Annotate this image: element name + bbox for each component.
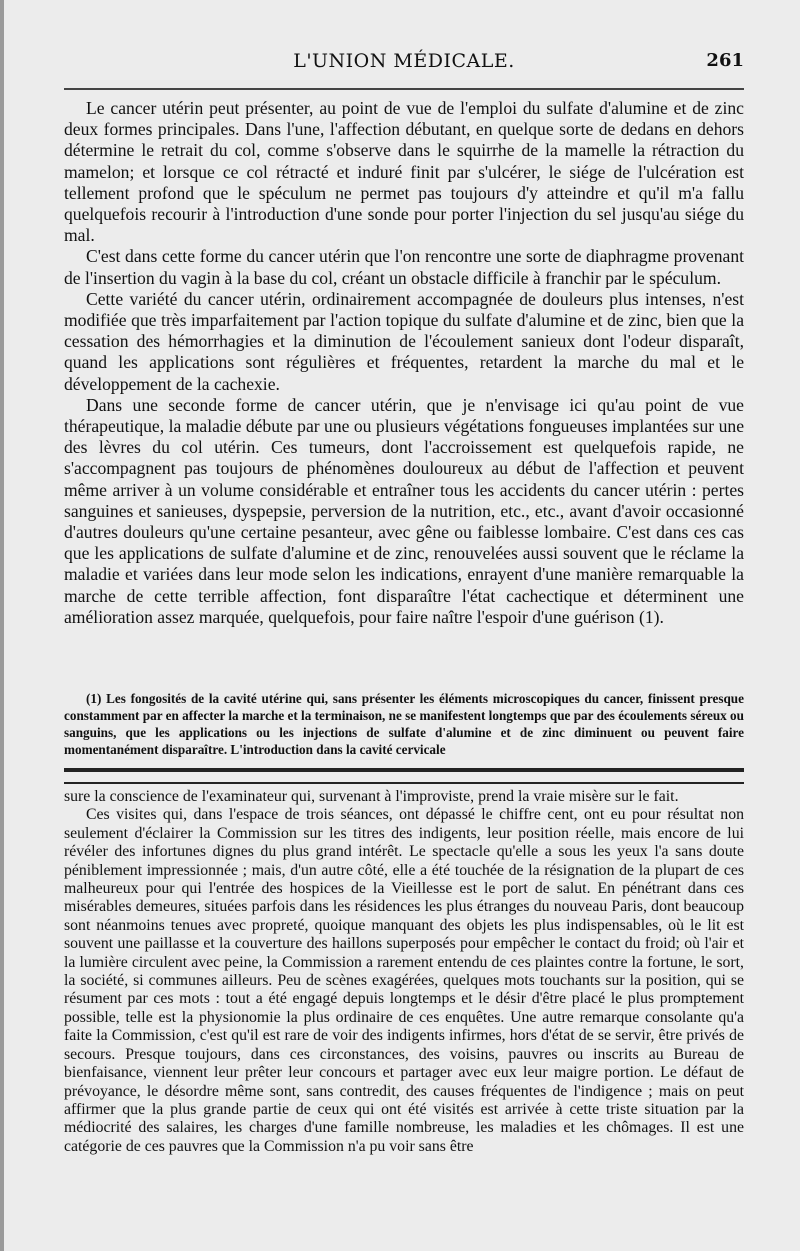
section-divider xyxy=(64,768,744,784)
main-article xyxy=(64,98,744,628)
paragraph: Dans une seconde forme de cancer utérin, que je n'envisage ici qu'au point de vue thérapeutique, la maladie débute par une ou plusieurs végétations fongueuses implantées sur une des lèvres du col utérin. Ces tumeurs, dont l'accroissement est quelquefois rapide, ne s'accompagnent pas toujours de phénomènes douloureux au début de l'affection et peuvent même arriver à un volume considérable et entraîner tous les accidents du cancer utérin : pertes sanguines et sanieuses, dyspepsie, perversion de la nutrition, etc., etc., avant d'avoir occasionné d'autres douleurs qu'une certaine pesanteur, avec gêne ou faiblesse lombaire. C'est dans ces cas que les applications de sulfate d'alumine et de zinc, renouvelées aussi souvent que le réclame la maladie et variées dans leur mode selon les indications, enrayent d'une manière remarquable la marche de cette terrible affection, font disparaître l'état cachectique et déterminent une amélioration assez marquée, quelquefois, pour faire naître l'espoir d'une guérison (1). xyxy=(64,394,744,627)
paragraph: Le cancer utérin peut présenter, au point de vue de l'emploi du sulfate d'alumine et de zinc deux formes principales. Dans l'une, l'affection débutant, en quelque sorte de dedans en dehors détermine le retrait du col, comme s'observe dans le squirrhe de la mamelle la rétraction du mamelon; et lorsque ce col rétracté et induré finit par s'ulcérer, le siége de l'ulcération est tellement profond que le spéculum ne permet pas toujours d'y atteindre et qu'il m'a fallu quelquefois recourir à l'introduction d'une sonde pour porter l'injection du sel jusqu'au siége du mal. xyxy=(64,98,744,246)
page-number: 261 xyxy=(706,50,744,71)
paragraph: Ces visites qui, dans l'espace de trois séances, ont dépassé le chiffre cent, ont eu pour résultat non seulement d'éclairer la Commission sur les titres des indigents, leur position réelle, mais encore de lui révéler des infortunes dignes du plus grand intérêt. Le spectacle qu'elle a sous les yeux l'a sans doute péniblement impressionnée ; mais, d'un autre côté, elle a été touchée de la résignation de la plupart de ces malheureux pour qui l'entrée des hospices de la Vieillesse est le port de salut. En pénétrant dans ces misérables demeures, situées parfois dans les résidences les plus étranges du nouveau Paris, dont beaucoup sont néanmoins tenues avec propreté, quoique manquant des objets les plus indispensables, où le lit est souvent une paillasse et la couverture des haillons superposés pour empêcher le contact du froid; où l'air et la lumière circulent avec peine, la Commission a rarement entendu de ces plaintes contre la fortune, le sort, la société, si communes ailleurs. Peu de scènes exagérées, quelques mots touchants sur la position, qui se résument par ces mots : tout a été engagé depuis longtemps et le désir d'être placé le plus promptement possible, telle est la physionomie la plus ordinaire de ces enquêtes. Une autre remarque consolante qu'a faite la Commission, c'est qu'il est rare de voir des indigents infirmes, hors d'état de se servir, être privés de secours. Presque toujours, dans ces circonstances, des voisins, pauvres ou inscrits au Bureau de bienfaisance, viennent leur prêter leur concours et partager avec eux leur maigre portion. Le défaut de prévoyance, le désordre même sont, sans contredit, des causes fréquentes de l'indigence ; mais on peut affirmer que la plus grande partie de ceux qui ont été visités est arrivée à cette triste situation par la médiocrité des salaires, les charges d'une famille nombreuse, les maladies et les chômages. Il est une catégorie de ces pauvres que la Commission n'a pu voir sans être xyxy=(64,806,744,1155)
paragraph: Cette variété du cancer utérin, ordinairement accompagnée de douleurs plus intenses, n'est modifiée que très imparfaitement par l'action topique du sulfate d'alumine et de zinc, bien que la cessation des hémorrhagies et la diminution de l'écoulement sanieux dont l'odeur disparaît, quand les applications sont régulières et fréquentes, retardent la marche du mal et le développement de la cachexie. xyxy=(64,288,744,394)
paragraph: sure la conscience de l'examinateur qui, survenant à l'improviste, prend la vraie misère sur le fait. xyxy=(64,788,679,805)
footnote-text: (1) Les fongosités de la cavité utérine qui, sans présenter les éléments microscopiques du cancer, finissent presque constamment par en affecter la marche et la terminaison, ne se manifestent longtemps que par des écoulements séreux ou sanguins, que les applications ou les injections de sulfate d'alumine et de zinc diminuent ou peuvent faire momentanément disparaître. L'introduction dans la cavité cervicale xyxy=(64,691,744,757)
page-header xyxy=(64,50,744,80)
paragraph: C'est dans cette forme du cancer utérin que l'on rencontre une sorte de diaphragme provenant de l'insertion du vagin à la base du col, créant un obstacle difficile à franchir par le spéculum. xyxy=(64,246,744,288)
second-article xyxy=(64,788,744,1156)
running-title: L'UNION MÉDICALE. xyxy=(293,50,515,72)
footnote xyxy=(64,690,744,758)
header-rule xyxy=(64,88,744,90)
